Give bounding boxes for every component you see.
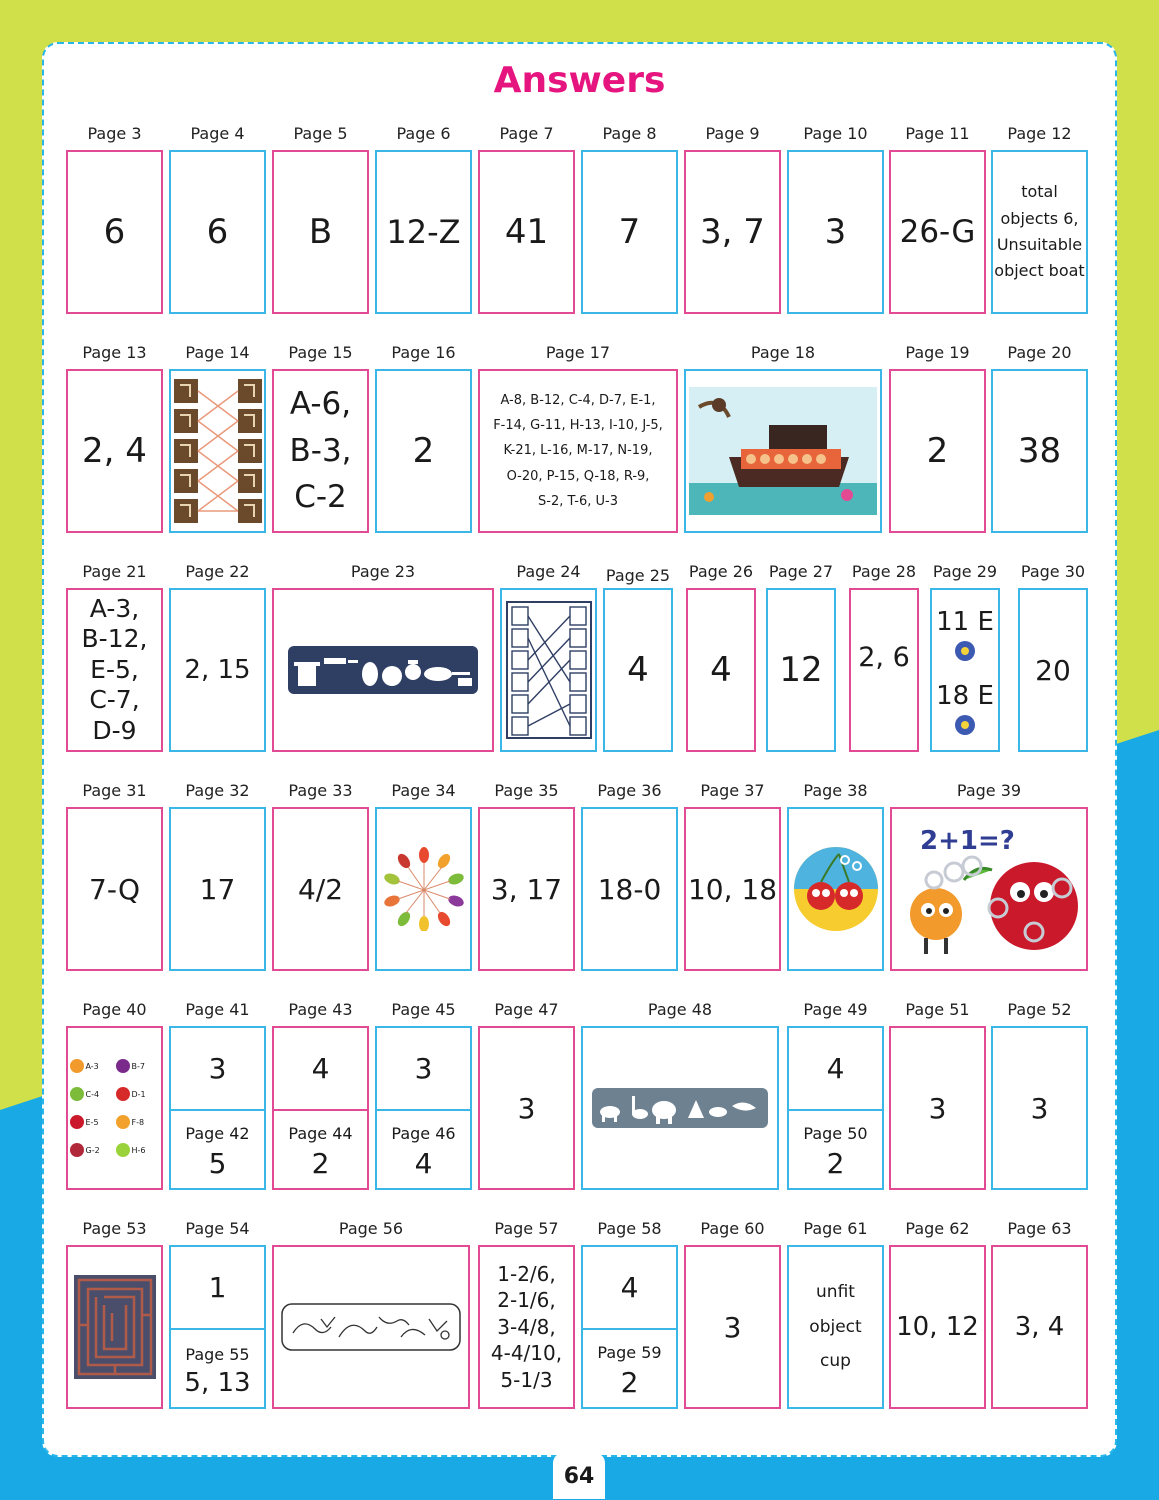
answer-text: 2, 15 bbox=[184, 655, 251, 685]
answer-text: 12-Z bbox=[386, 213, 461, 251]
flower-icon bbox=[955, 715, 975, 735]
pair-text: D-1 bbox=[131, 1089, 146, 1099]
answer-box bbox=[375, 150, 472, 314]
answer-box bbox=[375, 1026, 472, 1190]
fruit-icon bbox=[116, 1087, 130, 1101]
page-label: Page 32 bbox=[185, 781, 250, 800]
divider bbox=[789, 1109, 882, 1111]
answer-text: 3, 4 bbox=[1014, 1312, 1065, 1342]
answer-box bbox=[272, 150, 369, 314]
pair-text: A-3 bbox=[85, 1061, 99, 1071]
page-label: Page 23 bbox=[350, 562, 416, 581]
answer-box bbox=[66, 1026, 163, 1190]
answer-text: 3 bbox=[1030, 1091, 1049, 1125]
page-label: Page 17 bbox=[545, 343, 611, 362]
answer-box bbox=[66, 369, 163, 533]
answer-line: C-2 bbox=[294, 479, 347, 516]
answer-box bbox=[991, 1026, 1088, 1190]
answer-box bbox=[169, 369, 266, 533]
page-label: Page 15 bbox=[288, 343, 353, 362]
page-label: Page 5 bbox=[293, 124, 348, 143]
answer-box bbox=[889, 1245, 986, 1409]
sub-page-label: Page 42 bbox=[185, 1124, 250, 1143]
page-label: Page 18 bbox=[750, 343, 816, 362]
answer-line: D-9 bbox=[92, 715, 137, 745]
fruits-picture bbox=[894, 814, 1084, 964]
page-label: Page 4 bbox=[190, 124, 245, 143]
answer-box bbox=[478, 1245, 575, 1409]
answer-box bbox=[581, 1245, 678, 1409]
flower-icon bbox=[955, 641, 975, 661]
page-label: Page 60 bbox=[700, 1219, 765, 1238]
answer-text: 4 bbox=[826, 1052, 845, 1085]
page-label: Page 33 bbox=[288, 781, 353, 800]
answer-box bbox=[581, 1026, 779, 1190]
ship-picture bbox=[689, 387, 877, 515]
answer-line: total bbox=[1021, 182, 1058, 202]
answer-box bbox=[991, 150, 1088, 314]
divider bbox=[274, 1109, 367, 1111]
answer-box bbox=[478, 369, 678, 533]
page-label: Page 12 bbox=[1007, 124, 1072, 143]
answer-text: 7 bbox=[618, 212, 641, 252]
page-label: Page 27 bbox=[768, 562, 834, 581]
vegetable-wheel bbox=[382, 847, 466, 931]
answer-text: 4/2 bbox=[297, 872, 344, 906]
answer-box bbox=[684, 1245, 781, 1409]
answer-line: 2-1/6, bbox=[497, 1288, 556, 1313]
answer-text: 7-Q bbox=[89, 872, 140, 906]
answer-box bbox=[889, 150, 986, 314]
answer-text: 4 bbox=[311, 1052, 330, 1085]
answer-text: 4 bbox=[620, 1271, 639, 1304]
page-label: Page 53 bbox=[82, 1219, 147, 1238]
answer-line: B-12, bbox=[81, 624, 148, 654]
page-label: Page 9 bbox=[705, 124, 760, 143]
pair-text: H-6 bbox=[131, 1145, 146, 1155]
answer-box bbox=[930, 588, 1000, 752]
page-label: Page 49 bbox=[803, 1000, 868, 1019]
page-label: Page 3 bbox=[87, 124, 142, 143]
answer-line: 18 E bbox=[936, 681, 994, 711]
page-label: Page 11 bbox=[905, 124, 970, 143]
answer-box bbox=[375, 807, 472, 971]
answer-text: 2, 6 bbox=[858, 642, 910, 673]
answer-line: object boat bbox=[994, 261, 1085, 281]
answer-box bbox=[889, 369, 986, 533]
answer-text: 4 bbox=[710, 650, 732, 690]
sub-page-label: Page 55 bbox=[185, 1344, 250, 1364]
answer-line: 5-1/3 bbox=[500, 1367, 553, 1392]
answer-text: 12 bbox=[779, 650, 823, 690]
answer-text: 41 bbox=[504, 212, 549, 252]
answer-text: 3 bbox=[414, 1052, 433, 1085]
answer-box bbox=[787, 1245, 884, 1409]
page-label: Page 39 bbox=[956, 781, 1022, 800]
answer-line: K-21, L-16, M-17, N-19, bbox=[503, 443, 653, 459]
page-label: Page 47 bbox=[494, 1000, 559, 1019]
page-label: Page 34 bbox=[391, 781, 456, 800]
answer-box bbox=[66, 588, 163, 752]
answer-line: F-14, G-11, H-13, I-10, J-5, bbox=[493, 417, 663, 433]
answer-text: 6 bbox=[206, 212, 229, 252]
page-label: Page 48 bbox=[647, 1000, 713, 1019]
answer-text: 26-G bbox=[899, 214, 976, 250]
page-label: Page 54 bbox=[185, 1219, 250, 1238]
page-label: Page 22 bbox=[185, 562, 250, 581]
page-label: Page 57 bbox=[494, 1219, 559, 1238]
answer-box bbox=[991, 1245, 1088, 1409]
sub-answer-text: 2 bbox=[826, 1147, 845, 1180]
answer-box bbox=[581, 807, 678, 971]
sub-answer-text: 5 bbox=[208, 1147, 227, 1180]
answer-text: 3 bbox=[824, 212, 847, 252]
sub-page-label: Page 46 bbox=[391, 1124, 456, 1143]
answer-box bbox=[272, 1245, 470, 1409]
answer-text: 38 bbox=[1017, 431, 1062, 471]
answer-box bbox=[991, 369, 1088, 533]
fruit-icon bbox=[116, 1143, 130, 1157]
answer-line: B-3, bbox=[289, 432, 352, 469]
answer-text: 3, 7 bbox=[700, 212, 765, 252]
answer-box bbox=[478, 150, 575, 314]
answer-text: 20 bbox=[1035, 653, 1071, 687]
divider bbox=[377, 1109, 470, 1111]
answer-box bbox=[272, 1026, 369, 1190]
answer-box bbox=[169, 1245, 266, 1409]
pair-text: C-4 bbox=[85, 1089, 100, 1099]
answer-box bbox=[169, 1026, 266, 1190]
divider bbox=[583, 1328, 676, 1330]
page-label: Page 31 bbox=[82, 781, 147, 800]
answer-text: B bbox=[308, 212, 333, 252]
answer-box bbox=[478, 807, 575, 971]
sub-answer-text: 4 bbox=[414, 1147, 433, 1180]
page-label: Page 14 bbox=[185, 343, 250, 362]
page-label: Page 16 bbox=[391, 343, 456, 362]
answer-line: object bbox=[809, 1316, 862, 1337]
answer-text: 2, 4 bbox=[82, 431, 147, 471]
answer-text: 1 bbox=[208, 1271, 227, 1304]
fruit-icon bbox=[70, 1143, 84, 1157]
page-label: Page 20 bbox=[1007, 343, 1072, 362]
answer-box bbox=[787, 150, 884, 314]
answer-box bbox=[684, 807, 781, 971]
page-label: Page 63 bbox=[1007, 1219, 1072, 1238]
matching-lines-picture bbox=[172, 377, 264, 525]
pair-text: E-5 bbox=[85, 1117, 99, 1127]
sub-page-label: Page 59 bbox=[597, 1343, 662, 1362]
answer-box bbox=[66, 807, 163, 971]
sub-answer-text: 2 bbox=[311, 1147, 330, 1180]
answer-line: Unsuitable bbox=[996, 235, 1083, 254]
answer-line: O-20, P-15, Q-18, R-9, bbox=[506, 468, 650, 484]
answer-line: A-3, bbox=[89, 593, 140, 623]
answer-box bbox=[1018, 588, 1088, 752]
answer-box bbox=[272, 588, 494, 752]
kitchen-tools-silhouette bbox=[288, 646, 478, 694]
answer-text: 10, 12 bbox=[896, 1312, 979, 1342]
answer-box bbox=[375, 369, 472, 533]
page-label: Page 24 bbox=[516, 562, 581, 581]
answer-text: 2 bbox=[412, 431, 435, 471]
page-label: Page 28 bbox=[851, 562, 917, 581]
answer-box bbox=[686, 588, 756, 752]
answer-text: 3 bbox=[208, 1052, 227, 1085]
answer-box bbox=[169, 588, 266, 752]
sub-answer-text: 2 bbox=[620, 1366, 639, 1399]
sub-page-label: Page 50 bbox=[803, 1124, 868, 1143]
page-label: Page 30 bbox=[1020, 562, 1086, 581]
answer-line: 1-2/6, bbox=[497, 1262, 556, 1287]
answer-box bbox=[684, 150, 781, 314]
answer-box bbox=[66, 150, 163, 314]
fruit-icon bbox=[70, 1115, 84, 1129]
answer-text: 3 bbox=[517, 1091, 536, 1125]
page-label: Page 37 bbox=[700, 781, 765, 800]
picture-text: 2+1=? bbox=[920, 826, 1015, 856]
page-label: Page 61 bbox=[803, 1219, 868, 1238]
answer-box bbox=[169, 807, 266, 971]
page-label: Page 7 bbox=[499, 124, 554, 143]
page-label: Page 62 bbox=[905, 1219, 970, 1238]
page-label: Page 21 bbox=[82, 562, 147, 581]
answer-line: A-6, bbox=[289, 386, 352, 423]
answer-text: 3, 17 bbox=[490, 872, 563, 906]
page-label: Page 19 bbox=[905, 343, 970, 362]
answer-line: unfit bbox=[816, 1281, 855, 1302]
answer-box bbox=[66, 1245, 163, 1409]
answer-line: 4-4/10, bbox=[490, 1341, 563, 1366]
answer-box bbox=[603, 588, 673, 752]
page-label: Page 10 bbox=[803, 124, 868, 143]
page-label: Page 26 bbox=[688, 562, 754, 581]
answer-line: 3-4/8, bbox=[497, 1314, 556, 1339]
pair-text: B-7 bbox=[131, 1061, 145, 1071]
page-label: Page 29 bbox=[932, 562, 998, 581]
pair-text: F-8 bbox=[131, 1117, 145, 1127]
answer-text: 2 bbox=[926, 431, 949, 471]
fruit-icon bbox=[70, 1059, 84, 1073]
answer-line: C-7, bbox=[89, 685, 140, 715]
page-label: Page 8 bbox=[602, 124, 657, 143]
answer-box bbox=[478, 1026, 575, 1190]
page-label: Page 58 bbox=[597, 1219, 662, 1238]
matching-lines-picture bbox=[506, 601, 592, 739]
page-label: Page 52 bbox=[1007, 1000, 1072, 1019]
sub-page-label: Page 44 bbox=[288, 1124, 353, 1143]
page-label: Page 43 bbox=[288, 1000, 353, 1019]
page-label: Page 35 bbox=[494, 781, 559, 800]
page-label: Page 41 bbox=[185, 1000, 250, 1019]
answer-box bbox=[500, 588, 597, 752]
animals-silhouette bbox=[592, 1088, 768, 1128]
answer-box bbox=[684, 369, 882, 533]
answer-box bbox=[272, 807, 369, 971]
answer-box bbox=[787, 1026, 884, 1190]
answer-box bbox=[272, 369, 369, 533]
answer-text: 6 bbox=[103, 212, 126, 252]
answer-text: 4 bbox=[627, 650, 649, 690]
page-number: 64 bbox=[553, 1453, 605, 1499]
divider bbox=[171, 1109, 264, 1111]
answer-line: cup bbox=[820, 1351, 851, 1372]
fruit-icon bbox=[116, 1115, 130, 1129]
fruit-icon bbox=[70, 1087, 84, 1101]
answer-text: 10, 18 bbox=[687, 872, 778, 906]
answer-line: objects 6, bbox=[1000, 208, 1079, 228]
page-label: Page 56 bbox=[338, 1219, 404, 1238]
answer-box bbox=[766, 588, 836, 752]
answer-box bbox=[581, 150, 678, 314]
answer-text: 3 bbox=[928, 1091, 947, 1125]
page-label: Page 45 bbox=[391, 1000, 456, 1019]
answer-box bbox=[169, 150, 266, 314]
fruit-icon bbox=[116, 1059, 130, 1073]
answer-text: 18-0 bbox=[597, 872, 662, 906]
answer-box bbox=[889, 1026, 986, 1190]
answer-line: S-2, T-6, U-3 bbox=[538, 494, 618, 510]
maze-picture bbox=[74, 1275, 156, 1379]
page-label: Page 40 bbox=[82, 1000, 147, 1019]
page-label: Page 13 bbox=[82, 343, 147, 362]
page-label: Page 36 bbox=[597, 781, 662, 800]
answer-line: A-8, B-12, C-4, D-7, E-1, bbox=[500, 392, 656, 408]
cherries-picture bbox=[793, 846, 879, 932]
sub-answer-text: 5, 13 bbox=[184, 1367, 251, 1398]
pairs-grid bbox=[70, 1059, 160, 1157]
answer-text: 3 bbox=[723, 1310, 742, 1344]
answer-text: 17 bbox=[199, 872, 236, 906]
answer-line: 11 E bbox=[936, 607, 994, 637]
answer-box bbox=[890, 807, 1088, 971]
pair-text: G-2 bbox=[85, 1145, 100, 1155]
answer-line: E-5, bbox=[90, 654, 139, 684]
divider bbox=[171, 1328, 264, 1330]
page-label: Page 6 bbox=[396, 124, 451, 143]
answer-box bbox=[787, 807, 884, 971]
page-title: Answers bbox=[493, 60, 666, 101]
outline-drawing bbox=[281, 1303, 461, 1351]
page-label: Page 25 bbox=[605, 566, 671, 585]
answer-box bbox=[849, 588, 919, 752]
page-label: Page 38 bbox=[803, 781, 868, 800]
page-label: Page 51 bbox=[905, 1000, 970, 1019]
